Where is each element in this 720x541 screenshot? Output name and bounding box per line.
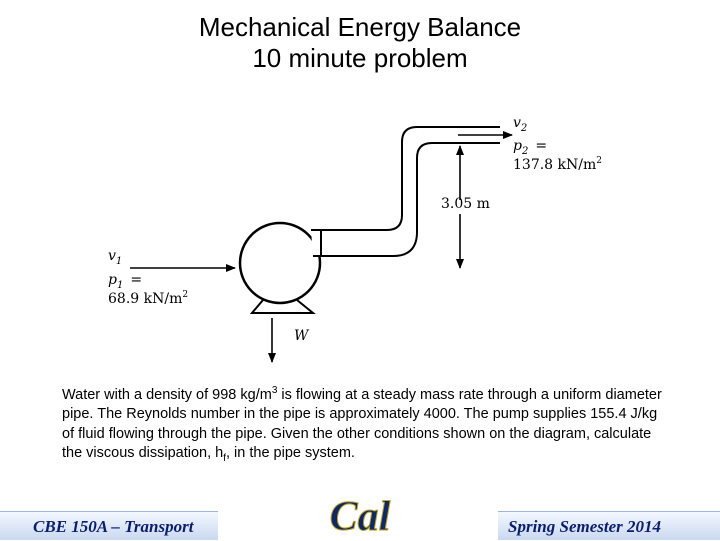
problem-text-part-3: , in the pipe system. bbox=[225, 445, 355, 462]
problem-superscript: 3 bbox=[271, 385, 278, 396]
work-label: W bbox=[294, 328, 309, 344]
semester-footer: Spring Semester 2014 bbox=[498, 511, 720, 540]
title-line-2: 10 minute problem bbox=[252, 43, 468, 73]
v2-label: $v_2$ bbox=[513, 115, 528, 134]
p1-label: $p_1$ = bbox=[108, 272, 143, 291]
course-footer: CBE 150A – Transport bbox=[0, 511, 218, 540]
cal-logo bbox=[322, 486, 398, 540]
v1-label: $v_1$ bbox=[108, 248, 123, 267]
problem-subscript: f bbox=[223, 453, 226, 465]
problem-statement bbox=[62, 381, 672, 469]
p2-value: 137.8 $kN/m^2$ bbox=[513, 156, 602, 173]
pump bbox=[240, 223, 321, 313]
height-label: 3.05 m bbox=[441, 196, 490, 212]
p1-value: 68.9 $kN/m^2$ bbox=[108, 290, 189, 307]
pump-casing bbox=[240, 223, 320, 303]
title-line-1: Mechanical Energy Balance bbox=[198, 12, 522, 42]
problem-text-part-1: Water with a density of 998 kg/m bbox=[62, 386, 272, 403]
problem-text-part-2: is flowing at a steady mass rate through a uniform diameter pipe. The Reynolds number in the pipe is approximately 4000. The pump supplies 155.4 J/kg of fluid flowing through the pipe. Given the other conditions shown on the diagram, calculate the viscous dissipation, h bbox=[62, 386, 662, 462]
svg-text:Cal: Cal bbox=[329, 494, 391, 540]
pipe-system bbox=[312, 127, 500, 256]
p2-label: $p_2$ = bbox=[513, 138, 548, 157]
